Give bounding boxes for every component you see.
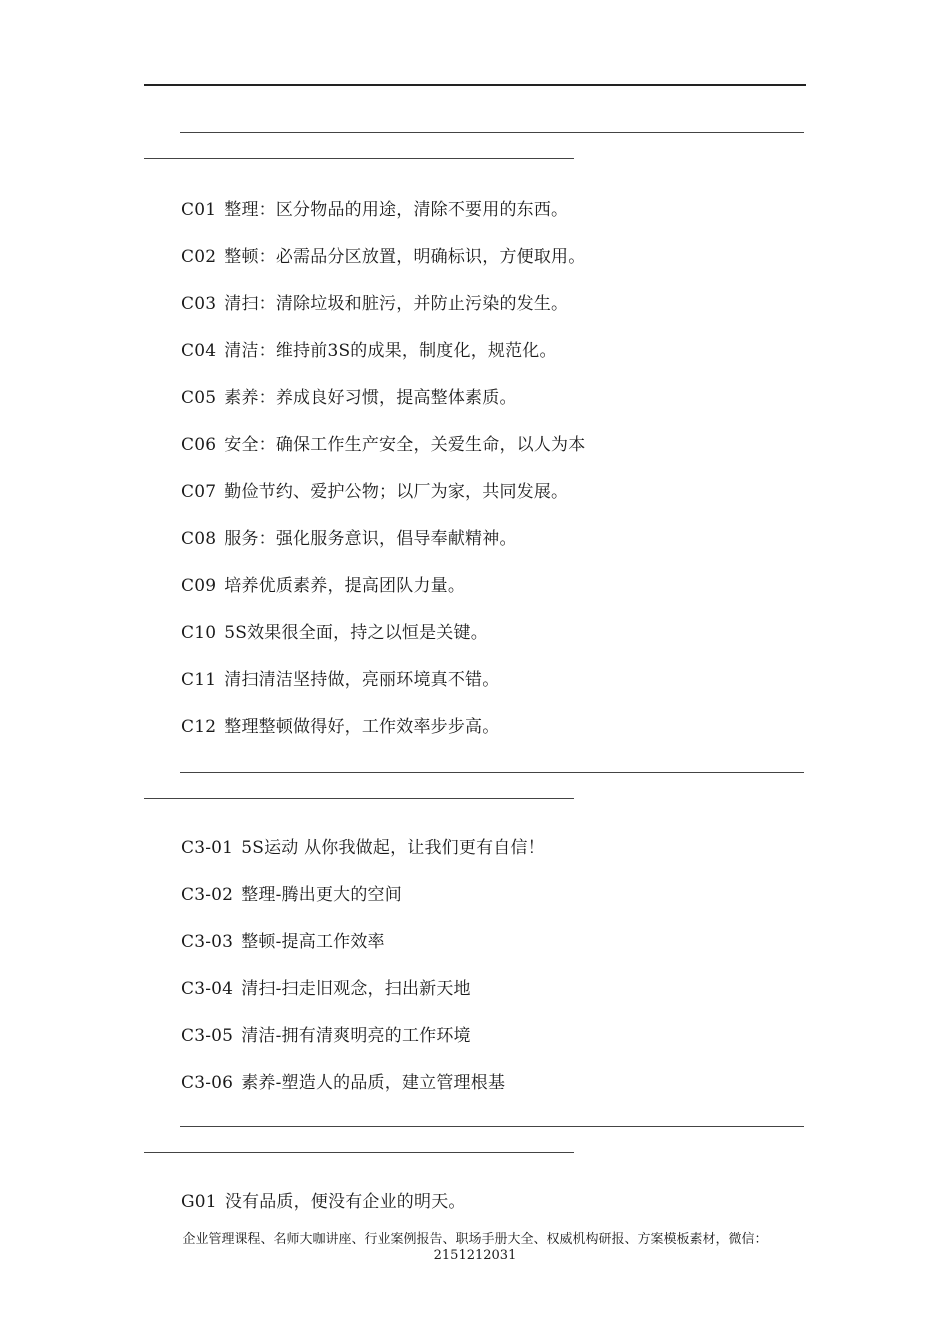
list-item (181, 1192, 466, 1212)
item-text: 安全：确保工作生产安全，关爱生命，以人为本 (224, 435, 586, 455)
item-code: C3-06 (181, 1073, 234, 1093)
item-code: C3-04 (181, 979, 234, 999)
divider-line (180, 132, 804, 133)
list-item (181, 341, 557, 361)
item-text: 整顿：必需品分区放置，明确标识，方便取用。 (224, 247, 586, 267)
list-item (181, 717, 499, 737)
section-divider (144, 758, 806, 798)
item-code: C05 (181, 388, 217, 408)
divider-line (144, 1152, 574, 1153)
section-divider (144, 118, 806, 158)
list-item (181, 979, 471, 999)
item-code: C09 (181, 576, 217, 596)
header-rule (144, 84, 806, 86)
item-text: 清洁-拥有清爽明亮的工作环境 (241, 1026, 471, 1046)
item-code: C04 (181, 341, 217, 361)
item-code: C11 (181, 670, 217, 690)
item-code: C01 (181, 200, 217, 220)
item-code: C3-01 (181, 838, 234, 858)
list-item (181, 200, 568, 220)
item-text: 培养优质素养，提高团队力量。 (224, 576, 466, 596)
list-item (181, 885, 402, 905)
list-item (181, 388, 517, 408)
list-item (181, 435, 585, 455)
item-text: 清洁：维持前3S的成果，制度化，规范化。 (224, 341, 557, 361)
list-item (181, 670, 499, 690)
list-item (181, 932, 385, 952)
item-code: C07 (181, 482, 217, 502)
divider-line (144, 158, 574, 159)
list-item (181, 294, 568, 314)
item-code: G01 (181, 1192, 217, 1212)
footer-line-2: 2151212031 (433, 1248, 517, 1263)
list-item (181, 1026, 471, 1046)
item-text: 整顿-提高工作效率 (241, 932, 385, 952)
list-item (181, 838, 545, 858)
divider-line (180, 1126, 804, 1127)
list-item (181, 576, 465, 596)
item-text: 清扫：清除垃圾和脏污，并防止污染的发生。 (224, 294, 569, 314)
list-item (181, 247, 585, 267)
item-code: C3-05 (181, 1026, 234, 1046)
item-text: 5S效果很全面，持之以恒是关键。 (224, 623, 488, 643)
divider-line (144, 798, 574, 799)
item-code: C12 (181, 717, 217, 737)
item-text: 素养：养成良好习惯，提高整体素质。 (224, 388, 517, 408)
item-code: C10 (181, 623, 217, 643)
footer-line-1: 企业管理课程、名师大咖讲座、行业案例报告、职场手册大全、权威机构研报、方案模板素材，微信： (182, 1232, 768, 1247)
item-text: 素养-塑造人的品质，建立管理根基 (241, 1073, 506, 1093)
list-item (181, 529, 517, 549)
item-text: 整理：区分物品的用途，清除不要用的东西。 (224, 200, 569, 220)
item-code: C08 (181, 529, 217, 549)
list-item (181, 1073, 505, 1093)
item-text: 整理整顿做得好，工作效率步步高。 (224, 717, 500, 737)
item-code: C06 (181, 435, 217, 455)
item-text: 整理-腾出更大的空间 (241, 885, 402, 905)
item-code: C03 (181, 294, 217, 314)
item-code: C3-03 (181, 932, 234, 952)
item-code: C02 (181, 247, 217, 267)
item-text: 勤俭节约、爱护公物；以厂为家，共同发展。 (224, 482, 569, 502)
item-text: 清扫清洁坚持做，亮丽环境真不错。 (224, 670, 500, 690)
item-text: 服务：强化服务意识，倡导奉献精神。 (224, 529, 517, 549)
item-text: 5S运动 从你我做起，让我们更有自信！ (241, 838, 545, 858)
list-item (181, 623, 488, 643)
item-text: 没有品质，便没有企业的明天。 (224, 1192, 466, 1212)
list-item (181, 482, 568, 502)
item-code: C3-02 (181, 885, 234, 905)
item-text: 清扫-扫走旧观念，扫出新天地 (241, 979, 471, 999)
section-divider (144, 1112, 806, 1152)
divider-line (180, 772, 804, 773)
